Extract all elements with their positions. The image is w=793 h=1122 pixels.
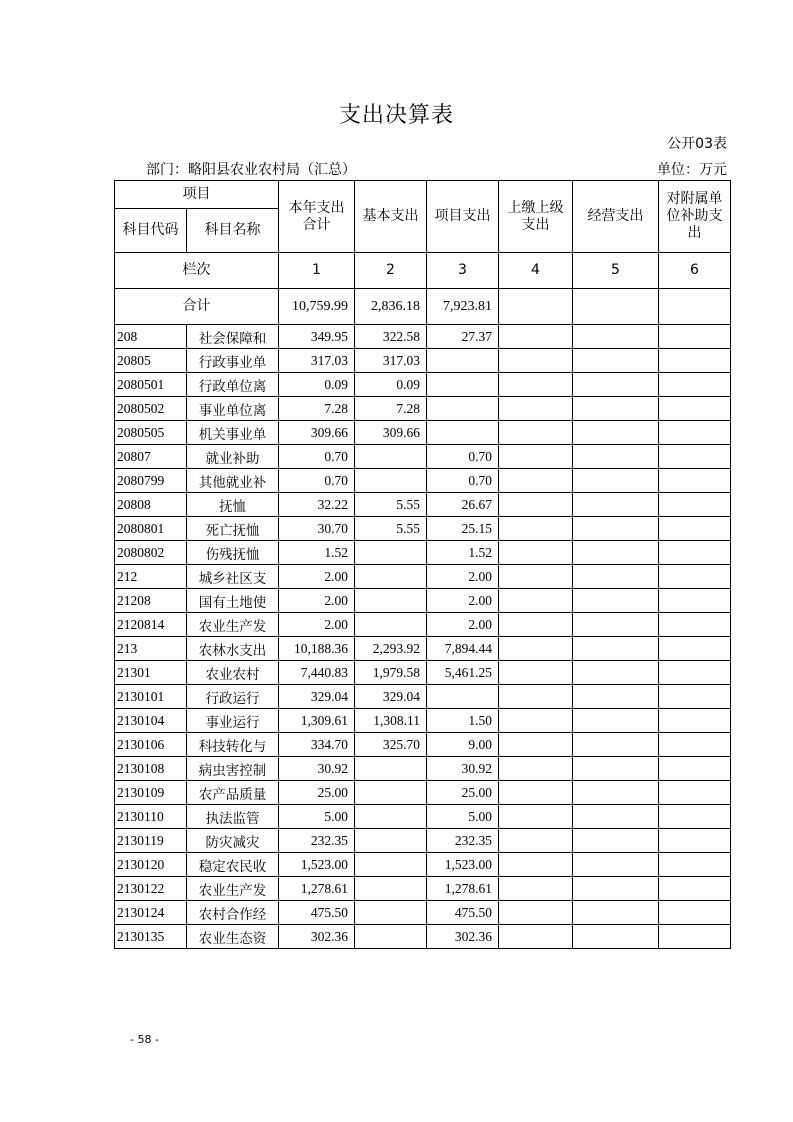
row-basic	[355, 925, 427, 949]
table-row	[115, 733, 731, 757]
row-subsidy	[659, 325, 731, 349]
row-upper	[499, 349, 573, 373]
row-name: 社会保障和	[187, 325, 279, 349]
row-name: 伤残抚恤	[187, 541, 279, 565]
row-total: 349.95	[279, 325, 355, 349]
row-code: 208	[115, 325, 187, 349]
row-business	[573, 397, 659, 421]
row-total: 32.22	[279, 493, 355, 517]
header-name: 科目名称	[187, 209, 279, 253]
row-code: 2080502	[115, 397, 187, 421]
row-business	[573, 781, 659, 805]
row-subsidy	[659, 613, 731, 637]
row-upper	[499, 685, 573, 709]
row-business	[573, 565, 659, 589]
row-name: 城乡社区支	[187, 565, 279, 589]
total-row-label: 合计	[115, 289, 279, 325]
page-title: 支出决算表	[338, 103, 454, 128]
row-project: 7,894.44	[427, 637, 499, 661]
row-total: 309.66	[279, 421, 355, 445]
row-business	[573, 373, 659, 397]
row-project: 5.00	[427, 805, 499, 829]
row-total: 334.70	[279, 733, 355, 757]
row-upper	[499, 829, 573, 853]
row-upper	[499, 373, 573, 397]
row-code: 20807	[115, 445, 187, 469]
row-subsidy	[659, 445, 731, 469]
row-subsidy	[659, 397, 731, 421]
row-subsidy	[659, 637, 731, 661]
row-basic: 309.66	[355, 421, 427, 445]
row-project: 9.00	[427, 733, 499, 757]
row-subsidy	[659, 661, 731, 685]
row-total: 25.00	[279, 781, 355, 805]
table-row	[115, 541, 731, 565]
column-index: 2	[355, 253, 427, 289]
column-index: 1	[279, 253, 355, 289]
row-basic: 2,293.92	[355, 637, 427, 661]
row-name: 执法监管	[187, 805, 279, 829]
row-code: 2130106	[115, 733, 187, 757]
row-name: 死亡抚恤	[187, 517, 279, 541]
row-basic: 317.03	[355, 349, 427, 373]
row-subsidy	[659, 901, 731, 925]
row-total: 329.04	[279, 685, 355, 709]
column-index: 3	[427, 253, 499, 289]
table-row	[115, 349, 731, 373]
row-code: 20808	[115, 493, 187, 517]
row-total: 30.92	[279, 757, 355, 781]
table-row	[115, 613, 731, 637]
form-number: 公开03表	[667, 136, 727, 152]
row-business	[573, 877, 659, 901]
row-upper	[499, 781, 573, 805]
row-project: 2.00	[427, 589, 499, 613]
row-upper	[499, 733, 573, 757]
row-subsidy	[659, 589, 731, 613]
row-project	[427, 685, 499, 709]
header-subsidy: 对附属单位补助支出	[659, 181, 731, 253]
row-total: 2.00	[279, 565, 355, 589]
unit-label: 单位：万元	[657, 162, 727, 178]
row-business	[573, 733, 659, 757]
row-upper	[499, 805, 573, 829]
total-row-upper	[499, 289, 573, 325]
table-row	[115, 781, 731, 805]
row-name: 国有土地使	[187, 589, 279, 613]
row-basic	[355, 853, 427, 877]
row-project: 2.00	[427, 565, 499, 589]
row-business	[573, 757, 659, 781]
row-business	[573, 829, 659, 853]
row-basic	[355, 445, 427, 469]
row-name: 科技转化与	[187, 733, 279, 757]
row-business	[573, 925, 659, 949]
row-basic: 325.70	[355, 733, 427, 757]
row-project: 475.50	[427, 901, 499, 925]
table-row	[115, 661, 731, 685]
row-total: 317.03	[279, 349, 355, 373]
row-project	[427, 397, 499, 421]
row-subsidy	[659, 469, 731, 493]
row-code: 21208	[115, 589, 187, 613]
row-upper	[499, 517, 573, 541]
row-basic	[355, 565, 427, 589]
row-upper	[499, 541, 573, 565]
row-code: 2130122	[115, 877, 187, 901]
row-business	[573, 541, 659, 565]
row-business	[573, 637, 659, 661]
row-business	[573, 349, 659, 373]
row-project	[427, 421, 499, 445]
table-row	[115, 925, 731, 949]
row-upper	[499, 637, 573, 661]
row-name: 农业农村	[187, 661, 279, 685]
expenditure-table	[114, 180, 731, 949]
row-subsidy	[659, 541, 731, 565]
row-business	[573, 445, 659, 469]
row-subsidy	[659, 421, 731, 445]
row-total: 232.35	[279, 829, 355, 853]
row-project: 232.35	[427, 829, 499, 853]
row-code: 2130119	[115, 829, 187, 853]
row-upper	[499, 709, 573, 733]
row-name: 农村合作经	[187, 901, 279, 925]
table-row	[115, 469, 731, 493]
row-subsidy	[659, 781, 731, 805]
table-row	[115, 853, 731, 877]
column-index: 4	[499, 253, 573, 289]
table-row	[115, 421, 731, 445]
row-name: 行政事业单	[187, 349, 279, 373]
row-name: 事业运行	[187, 709, 279, 733]
row-subsidy	[659, 517, 731, 541]
row-business	[573, 805, 659, 829]
row-code: 2130124	[115, 901, 187, 925]
row-code: 2130101	[115, 685, 187, 709]
row-upper	[499, 853, 573, 877]
row-basic: 329.04	[355, 685, 427, 709]
row-basic: 1,308.11	[355, 709, 427, 733]
table-row	[115, 829, 731, 853]
row-name: 机关事业单	[187, 421, 279, 445]
row-upper	[499, 445, 573, 469]
row-basic	[355, 589, 427, 613]
row-code: 20805	[115, 349, 187, 373]
row-business	[573, 613, 659, 637]
row-upper	[499, 757, 573, 781]
row-upper	[499, 925, 573, 949]
row-business	[573, 421, 659, 445]
row-basic: 5.55	[355, 493, 427, 517]
row-project: 30.92	[427, 757, 499, 781]
row-name: 其他就业补	[187, 469, 279, 493]
row-subsidy	[659, 733, 731, 757]
row-upper	[499, 469, 573, 493]
header-total: 本年支出合计	[279, 181, 355, 253]
row-subsidy	[659, 709, 731, 733]
table-row	[115, 877, 731, 901]
row-subsidy	[659, 565, 731, 589]
row-project: 27.37	[427, 325, 499, 349]
row-subsidy	[659, 349, 731, 373]
row-total: 2.00	[279, 589, 355, 613]
row-code: 2130120	[115, 853, 187, 877]
row-subsidy	[659, 493, 731, 517]
row-code: 21301	[115, 661, 187, 685]
row-project: 25.15	[427, 517, 499, 541]
row-total: 0.70	[279, 469, 355, 493]
row-business	[573, 325, 659, 349]
row-business	[573, 685, 659, 709]
row-subsidy	[659, 829, 731, 853]
row-name: 事业单位离	[187, 397, 279, 421]
row-project: 1.52	[427, 541, 499, 565]
row-name: 农产品质量	[187, 781, 279, 805]
row-basic	[355, 541, 427, 565]
row-code: 2080799	[115, 469, 187, 493]
row-name: 农林水支出	[187, 637, 279, 661]
total-row-business	[573, 289, 659, 325]
row-code: 2130109	[115, 781, 187, 805]
row-project: 1,278.61	[427, 877, 499, 901]
table-row	[115, 397, 731, 421]
row-code: 2130108	[115, 757, 187, 781]
total-row-basic: 2,836.18	[355, 289, 427, 325]
table-row	[115, 637, 731, 661]
total-row-subsidy	[659, 289, 731, 325]
row-basic: 322.58	[355, 325, 427, 349]
row-business	[573, 589, 659, 613]
row-business	[573, 517, 659, 541]
row-basic	[355, 757, 427, 781]
column-index-label: 栏次	[115, 253, 279, 289]
total-row-project: 7,923.81	[427, 289, 499, 325]
row-basic: 1,979.58	[355, 661, 427, 685]
row-project: 302.36	[427, 925, 499, 949]
row-subsidy	[659, 805, 731, 829]
row-upper	[499, 901, 573, 925]
row-subsidy	[659, 925, 731, 949]
table-row	[115, 901, 731, 925]
row-name: 稳定农民收	[187, 853, 279, 877]
table-row	[115, 589, 731, 613]
row-project: 1.50	[427, 709, 499, 733]
header-basic: 基本支出	[355, 181, 427, 253]
row-business	[573, 709, 659, 733]
row-basic	[355, 781, 427, 805]
row-name: 行政单位离	[187, 373, 279, 397]
row-total: 1,523.00	[279, 853, 355, 877]
row-code: 2080802	[115, 541, 187, 565]
header-project: 项目	[115, 181, 279, 209]
row-name: 行政运行	[187, 685, 279, 709]
row-subsidy	[659, 877, 731, 901]
row-project: 1,523.00	[427, 853, 499, 877]
row-project: 26.67	[427, 493, 499, 517]
header-upper: 上缴上级支出	[499, 181, 573, 253]
row-code: 2130104	[115, 709, 187, 733]
row-business	[573, 493, 659, 517]
row-name: 农业生产发	[187, 877, 279, 901]
row-basic	[355, 469, 427, 493]
row-project	[427, 349, 499, 373]
row-total: 0.09	[279, 373, 355, 397]
row-basic: 5.55	[355, 517, 427, 541]
row-business	[573, 661, 659, 685]
row-subsidy	[659, 685, 731, 709]
row-total: 1.52	[279, 541, 355, 565]
column-index: 5	[573, 253, 659, 289]
row-code: 2130135	[115, 925, 187, 949]
table-row	[115, 373, 731, 397]
header-business: 经营支出	[573, 181, 659, 253]
row-name: 防灾减灾	[187, 829, 279, 853]
row-code: 212	[115, 565, 187, 589]
row-business	[573, 853, 659, 877]
row-subsidy	[659, 373, 731, 397]
row-basic	[355, 877, 427, 901]
row-upper	[499, 565, 573, 589]
row-total: 1,309.61	[279, 709, 355, 733]
header-code: 科目代码	[115, 209, 187, 253]
row-total: 30.70	[279, 517, 355, 541]
row-subsidy	[659, 853, 731, 877]
row-business	[573, 469, 659, 493]
row-project: 5,461.25	[427, 661, 499, 685]
row-total: 7,440.83	[279, 661, 355, 685]
row-total: 7.28	[279, 397, 355, 421]
row-total: 5.00	[279, 805, 355, 829]
row-upper	[499, 493, 573, 517]
row-total: 2.00	[279, 613, 355, 637]
table-row	[115, 493, 731, 517]
row-upper	[499, 397, 573, 421]
row-project: 25.00	[427, 781, 499, 805]
page-number: - 58 -	[130, 1033, 159, 1046]
row-project: 0.70	[427, 469, 499, 493]
row-code: 2120814	[115, 613, 187, 637]
row-name: 就业补助	[187, 445, 279, 469]
row-project: 0.70	[427, 445, 499, 469]
table-row	[115, 805, 731, 829]
row-project	[427, 373, 499, 397]
row-name: 农业生态资	[187, 925, 279, 949]
table-row	[115, 709, 731, 733]
table-row	[115, 685, 731, 709]
row-upper	[499, 589, 573, 613]
row-upper	[499, 421, 573, 445]
row-name: 病虫害控制	[187, 757, 279, 781]
department-label: 部门：略阳县农业农村局（汇总）	[146, 162, 356, 178]
row-basic	[355, 901, 427, 925]
table-row	[115, 325, 731, 349]
row-total: 1,278.61	[279, 877, 355, 901]
row-project: 2.00	[427, 613, 499, 637]
total-row-total: 10,759.99	[279, 289, 355, 325]
row-code: 2130110	[115, 805, 187, 829]
row-code: 2080505	[115, 421, 187, 445]
row-total: 0.70	[279, 445, 355, 469]
row-subsidy	[659, 757, 731, 781]
row-code: 213	[115, 637, 187, 661]
table-row	[115, 757, 731, 781]
row-upper	[499, 877, 573, 901]
row-upper	[499, 325, 573, 349]
header-project-expense: 项目支出	[427, 181, 499, 253]
row-total: 302.36	[279, 925, 355, 949]
row-name: 农业生产发	[187, 613, 279, 637]
row-total: 475.50	[279, 901, 355, 925]
row-upper	[499, 661, 573, 685]
table-row	[115, 517, 731, 541]
row-name: 抚恤	[187, 493, 279, 517]
row-basic: 7.28	[355, 397, 427, 421]
row-basic	[355, 613, 427, 637]
row-basic: 0.09	[355, 373, 427, 397]
row-total: 10,188.36	[279, 637, 355, 661]
table-row	[115, 445, 731, 469]
row-code: 2080501	[115, 373, 187, 397]
row-upper	[499, 613, 573, 637]
row-code: 2080801	[115, 517, 187, 541]
row-business	[573, 901, 659, 925]
row-basic	[355, 829, 427, 853]
column-index: 6	[659, 253, 731, 289]
table-row	[115, 565, 731, 589]
row-basic	[355, 805, 427, 829]
